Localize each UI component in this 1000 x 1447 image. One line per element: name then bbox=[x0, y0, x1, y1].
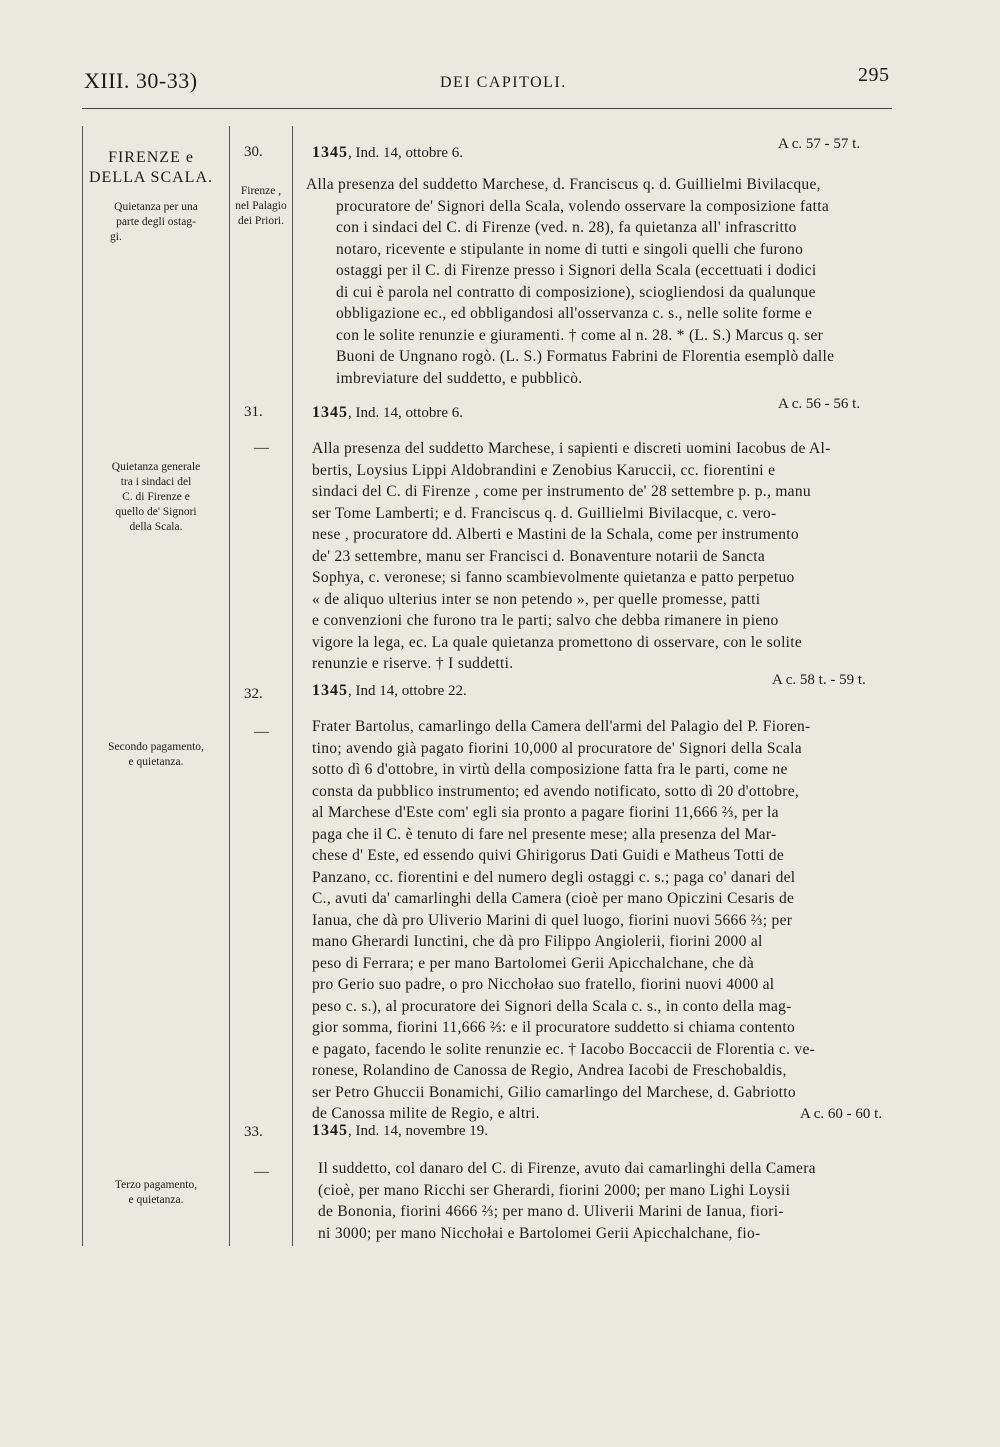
margin-note-line: e quietanza. bbox=[128, 1194, 184, 1206]
entry-dash: — bbox=[254, 1164, 269, 1180]
entry-year: 1345 bbox=[312, 404, 348, 421]
text-line: di cui è parola nel contratto di composizione), sciogliendosi da qualunque bbox=[336, 283, 816, 301]
text-line: ostaggi per il C. di Firenze presso i Signori della Scala (eccettuati i dodici bbox=[336, 262, 817, 279]
sidebar-title-line: DELLA SCALA. bbox=[89, 169, 213, 186]
text-line: obbligazione ec., ed obbligandosi all'osservanza c. s., nelle solite forme e bbox=[336, 305, 813, 322]
running-header-title: DEI CAPITOLI. bbox=[440, 74, 567, 91]
text-line: e convenzioni che furono tra le parti; salvo che debba rimanere in pieno bbox=[312, 612, 779, 629]
text-line: Sophya, c. veronese; si fanno scambievolmente quietanza e patto perpetuo bbox=[312, 569, 795, 586]
entry-date: , Ind 14, ottobre 22. bbox=[348, 683, 467, 699]
margin-note-line: quello de' Signori bbox=[115, 506, 197, 518]
entry-dash: — bbox=[254, 724, 269, 740]
text-line: pro Gerio suo padre, o pro Nicchołao suo fratello, fiorini nuovi 4000 al bbox=[312, 976, 775, 993]
entry-dash: — bbox=[254, 440, 269, 456]
text-line: (cioè, per mano Ricchi ser Gherardi, fiorini 2000; per mano Lighi Loysii bbox=[318, 1181, 791, 1199]
text-line: tino; avendo già pagato fiorini 10,000 al procuratore de' Signori della Scala bbox=[312, 739, 802, 757]
text-line: C., avuti da' camarlinghi della Camera (cioè per mano Opiczini Cesaris de bbox=[312, 890, 795, 907]
entry-place-line: nel Palagio bbox=[235, 200, 287, 212]
margin-note-line: e quietanza. bbox=[128, 756, 184, 768]
text-line: de Bononia, fiorini 4666 ⅔; per mano d. Uliverii Marini de Ianua, fiori- bbox=[318, 1203, 784, 1220]
text-line: Frater Bartolus, camarlingo della Camera dell'armi del Palagio del P. Fioren- bbox=[312, 718, 811, 735]
text-line: ser Petro Ghuccii Bonamichi, Gilio camarlingo del Marchese, d. Gabriotto bbox=[312, 1083, 796, 1101]
running-header-chapter: XIII. 30-33) bbox=[84, 68, 198, 93]
text-line: Alla presenza del suddetto Marchese, i sapienti e discreti uomini Iacobus de Al- bbox=[312, 440, 831, 457]
text-line: de Canossa milite de Regio, e altri. bbox=[312, 1105, 540, 1122]
margin-note-line: parte degli ostag- bbox=[116, 216, 196, 228]
margin-note bbox=[86, 1178, 226, 1208]
entry-year: 1345 bbox=[312, 144, 348, 161]
entry-date: , Ind. 14, ottobre 6. bbox=[348, 145, 463, 161]
margin-note-line: C. di Firenze e bbox=[122, 491, 190, 503]
entry-place-line: Firenze , bbox=[240, 185, 282, 197]
text-line: e pagato, facendo le solite renunzie ec. † Iacobo Boccaccii de Florentia c. ve- bbox=[312, 1040, 816, 1058]
text-line: chese d' Este, ed essendo quivi Ghirigorus Dati Guidi e Matheus Totti de bbox=[312, 847, 785, 864]
entry-body bbox=[306, 174, 834, 389]
text-line: de' 23 settembre, manu ser Francisci d. Bonaventure notarii de Sancta bbox=[312, 547, 766, 565]
margin-note-line: Quietanza per una bbox=[114, 201, 198, 213]
text-line: renunzie e riserve. † I suddetti. bbox=[312, 655, 514, 672]
text-line: nese , procuratore dd. Alberti e Mastini de la Schala, come per instrumento bbox=[312, 526, 799, 543]
entry-heading bbox=[312, 682, 467, 700]
sidebar-title bbox=[86, 148, 216, 188]
margin-note bbox=[86, 460, 226, 535]
entry-place-line: dei Priori. bbox=[238, 215, 284, 227]
entry-body bbox=[312, 438, 831, 675]
entry-year: 1345 bbox=[312, 1122, 348, 1139]
entry-number: 33. bbox=[244, 1124, 263, 1140]
entry-year: 1345 bbox=[312, 682, 348, 699]
entry-body bbox=[312, 716, 815, 1125]
text-line: Il suddetto, col danaro del C. di Firenze, avuto dai camarlinghi della Camera bbox=[318, 1160, 816, 1177]
column-rule-left bbox=[82, 126, 83, 1246]
text-line: peso di Ferrara; e per mano Bartolomei Gerii Apicchalchane, che dà bbox=[312, 954, 755, 972]
text-line: con le solite renunzie e giuramenti. † come al n. 28. * (L. S.) Marcus q. ser bbox=[336, 326, 824, 344]
margin-note-line: Quietanza generale bbox=[111, 461, 201, 473]
text-line: imbreviature del suddetto, e pubblicò. bbox=[336, 369, 583, 387]
text-line: Panzano, cc. fiorentini e del numero degli ostaggi c. s.; paga co' danari del bbox=[312, 868, 796, 886]
entry-heading bbox=[312, 144, 463, 162]
text-line: con i sindaci del C. di Firenze (ved. n. 28), fa quietanza all' infrascritto bbox=[336, 219, 797, 236]
text-line: consta da pubblico instrumento; ed avendo notificato, sotto dì 20 d'ottobre, bbox=[312, 782, 800, 800]
entry-place bbox=[230, 184, 292, 229]
column-rule-margin bbox=[229, 126, 230, 1246]
column-rule-number bbox=[292, 126, 293, 1246]
entry-date: , Ind. 14, ottobre 6. bbox=[348, 405, 463, 421]
margin-note-line: Terzo pagamento, bbox=[114, 1179, 198, 1191]
entry-date: , Ind. 14, novembre 19. bbox=[348, 1123, 488, 1139]
text-line: Ianua, che dà pro Uliverio Marini di quel luogo, fiorini nuovi 5666 ⅔; per bbox=[312, 911, 793, 929]
text-line: ronese, Rolandino de Canossa de Regio, Andrea Iacobi de Freschobaldis, bbox=[312, 1062, 787, 1079]
text-line: mano Gherardi Iunctini, che dà pro Filippo Angiolerii, fiorini 2000 al bbox=[312, 933, 763, 950]
text-line: gior somma, fiorini 11,666 ⅔: e il procuratore suddetto si chiama contento bbox=[312, 1019, 796, 1036]
margin-note bbox=[86, 740, 226, 770]
text-line: bertis, Loysius Lippi Aldobrandini e Zenobius Karuccii, cc. fiorentini e bbox=[312, 461, 776, 479]
page-number: 295 bbox=[858, 64, 890, 86]
margin-note-line: tra i sindaci del bbox=[120, 476, 192, 488]
header-rule bbox=[82, 108, 892, 109]
margin-note-line: gi. bbox=[110, 231, 122, 243]
text-line: paga che il C. è tenuto di fare nel presente mese; alla presenza del Mar- bbox=[312, 825, 777, 843]
entry-number: 30. bbox=[244, 144, 263, 160]
text-line: al Marchese d'Este com' egli sia pronto a pagare fiorini 11,666 ⅔, per la bbox=[312, 804, 779, 821]
text-line: Buoni de Ungnano rogò. (L. S.) Formatus Fabrini de Florentia esemplò dalle bbox=[336, 348, 835, 365]
sidebar-title-line: FIRENZE e bbox=[108, 149, 194, 166]
margin-note bbox=[86, 200, 226, 245]
entry-number: 31. bbox=[244, 404, 263, 420]
text-line: Alla presenza del suddetto Marchese, d. Franciscus q. d. Guillielmi Bivilacque, bbox=[306, 176, 821, 193]
entry-reference: A c. 60 - 60 t. bbox=[800, 1106, 883, 1122]
entry-heading bbox=[312, 404, 463, 422]
text-line: sotto dì 6 d'ottobre, in virtù della composizione fatta fra le parti, come ne bbox=[312, 761, 788, 778]
text-line: ser Tome Lamberti; e d. Franciscus q. d. Guillielmi Bivilacque, c. vero- bbox=[312, 504, 777, 522]
margin-note-line: della Scala. bbox=[129, 521, 183, 533]
entry-reference: A c. 57 - 57 t. bbox=[778, 136, 861, 152]
entry-heading bbox=[312, 1122, 488, 1140]
text-line: notaro, ricevente e stipulante in nome di tutti e singoli quelli che furono bbox=[336, 240, 804, 258]
text-line: peso c. s.), al procuratore dei Signori della Scala c. s., in conto della mag- bbox=[312, 997, 792, 1015]
entry-reference: A c. 58 t. - 59 t. bbox=[772, 672, 866, 688]
entry-number: 32. bbox=[244, 686, 263, 702]
entry-body bbox=[318, 1158, 816, 1244]
entry-reference: A c. 56 - 56 t. bbox=[778, 396, 861, 412]
margin-note-line: Secondo pagamento, bbox=[108, 741, 204, 753]
text-line: procuratore de' Signori della Scala, volendo osservare la composizione fatta bbox=[336, 197, 830, 215]
text-line: ni 3000; per mano Nicchołai e Bartolomei Gerii Apicchalchane, fio- bbox=[318, 1224, 761, 1242]
text-line: vigore la lega, ec. La quale quietanza promettono di osservare, con le solite bbox=[312, 633, 803, 651]
text-line: sindaci del C. di Firenze , come per instrumento de' 28 settembre p. p., manu bbox=[312, 483, 811, 500]
text-line: « de aliquo ulterius inter se non petendo », per quelle promesse, patti bbox=[312, 590, 761, 608]
